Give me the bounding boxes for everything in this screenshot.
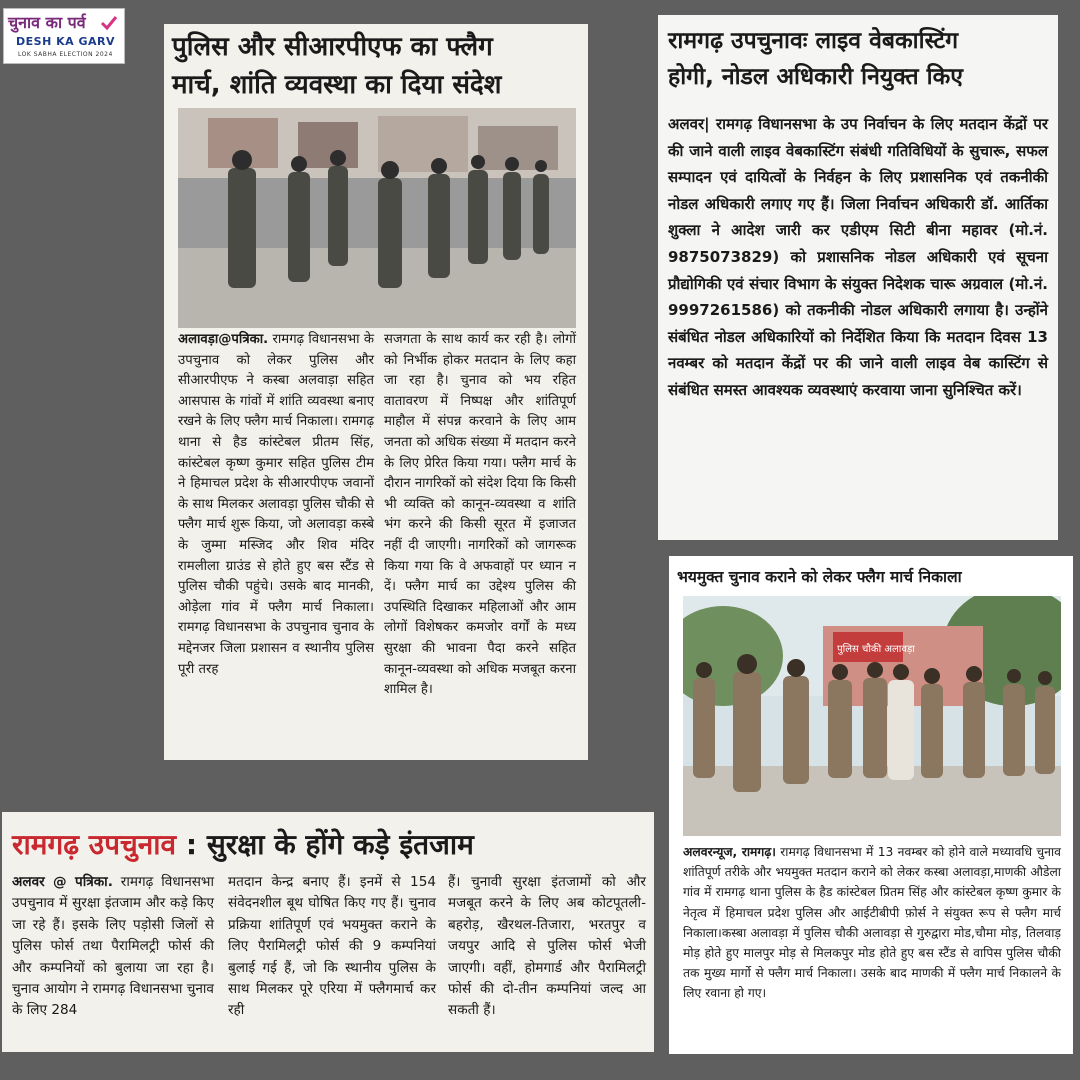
clip2-body-text: रामगढ़ विधानसभा के उप निर्वाचन के लिए मतदान केंद्रों पर की जाने वाली लाइव वेबकास्टिंग संबंधी गतिविधियों के सुचारू, सफल सम्पादन एवं दायित्वों के निर्वहन के लिए प्रशासनिक एवं तकनीकी नोडल अधिकारी लगाए गए हैं। जिला निर्वाचन अधिकारी डॉ. आर्तिका शुक्ला ने आदेश जारी कर एडीएम सिटी बीना महावर (मो.नं. 9875073829) को प्रशासनिक नोडल अधिकारी एवं सूचना प्रौद्योगिकी एवं संचार विभाग के संयुक्त निदेशक चारू अग्रवाल (मो.नं. 9997261586) को तकनीकी नोडल अधिकारी लगाया है। उन्होंने संबंधित नोडल अधिकारियों को निर्देशित किया कि मतदान दिवस 13 नवम्बर को मतदान केंद्रों पर की जाने वाली लाइव वेब कास्टिंग से संबंधित समस्त आवश्यक व्यवस्थाएं करवाया जाना सुनिश्चित करें। bbox=[668, 115, 1048, 399]
clip1-column-2 bbox=[384, 330, 576, 701]
news-clip-fearless-election bbox=[669, 556, 1073, 1054]
news-clip-webcasting bbox=[658, 15, 1058, 540]
clip2-dateline: अलवर| bbox=[668, 115, 710, 133]
vote-tick-icon bbox=[100, 15, 118, 31]
logo-title: चुनाव का पर्व bbox=[8, 13, 86, 32]
clip1-photo-flag-march bbox=[178, 108, 576, 328]
clip1-headline bbox=[172, 28, 582, 104]
election-logo bbox=[3, 8, 125, 64]
clip2-body bbox=[668, 111, 1048, 404]
clip3-body bbox=[683, 842, 1061, 1004]
clip4-dateline: अलवर @ पत्रिका. bbox=[12, 874, 113, 890]
news-clip-security-arrangements bbox=[2, 812, 654, 1052]
clip3-headline: भयमुक्त चुनाव कराने को लेकर फ्लैग मार्च निकाला bbox=[677, 568, 962, 586]
clip4-column-1 bbox=[12, 872, 214, 1022]
logo-brand: DESH KA GARV bbox=[16, 35, 115, 48]
clip2-headline-line1: रामगढ़ उपचुनावः लाइव वेबकास्टिंग bbox=[668, 28, 959, 54]
clip1-dateline: अलावड़ा@पत्रिका. bbox=[178, 332, 269, 347]
clip3-body-text: रामगढ़ विधानसभा में 13 नवम्बर को होने वाले मध्यावधि चुनाव शांतिपूर्ण तरीके और भयमुक्त मतदान कराने को लेकर कस्बा अलावड़ा,माणकी औडेला गांव में रामगढ़ थाना पुलिस के हैड कांस्टेबल प्रितम सिंह और कांस्टेबल कृष्ण कुमार के नेतृत्व में हिमाचल प्रदेश पुलिस और आईटीबीपी फ़ोर्स ने संयुक्त रूप से फ्लैग मार्च निकाला।कस्बा अलावड़ा में पुलिस चौकी अलावड़ा से गुरुद्वारा मोड,चौमा मोड़, तिलवाड़ मोड़ होते हुए मालपुर मोड़ से मिलकपुर मोड होते हुए बस स्टैंड से वापिस पुलिस चौकी तक मुख्य मार्गो से फ्लैग मार्च निकाला। उसके बाद माणकी में फ्लैग मार्च निकालने के लिए रवाना हो गए। bbox=[683, 845, 1061, 1001]
clip1-col2-text: सजगता के साथ कार्य कर रही है। लोगों को निर्भीक होकर मतदान के लिए कहा जा रहा है। चुनाव को भय रहित वातावरण में निष्पक्ष और शांतिपूर्ण माहौल में संपन्न करवाने के लिए आम जनता को अधिक संख्या में मतदान करने के लिए प्रेरित किया गया। फ्लैग मार्च के दौरान नागरिकों को संदेश दिया कि किसी भी व्यक्ति को कानून-व्यवस्था व शांति भंग करने की किसी सूरत में इजाजत नहीं दी जाएगी। नागरिकों को जागरूक किया गया कि वे अफवाहों पर ध्यान न दें। फ्लैग मार्च का उद्देश्य पुलिस की उपस्थिति दिखाकर महिलाओं और आम लोगों विशेषकर कमजोर वर्गों के मध्य सुरक्षा की भावना पैदा करने सहित कानून-व्यवस्था को अधिक मजबूत करना शामिल है। bbox=[384, 332, 576, 698]
clip3-photo-flag-march bbox=[683, 596, 1061, 836]
clip1-headline-line2: मार्च, शांति व्यवस्था का दिया संदेश bbox=[172, 70, 502, 100]
clip4-col1-text: रामगढ़ विधानसभा उपचुनाव में सुरक्षा इंतजाम और कड़े किए जा रहे हैं। इसके लिए पड़ोसी जिलों से पुलिस फोर्स तथा पैरामिलट्री फोर्स की और कम्पनियों को बुलाया जा रहा है। चुनाव आयोग ने रामगढ़ विधानसभा चुनाव के लिए 284 bbox=[12, 874, 215, 1019]
logo-subtitle: LOK SABHA ELECTION 2024 bbox=[18, 51, 113, 58]
clip1-column-1 bbox=[178, 330, 374, 680]
clip1-col1-text: रामगढ़ विधानसभा के उपचुनाव को लेकर पुलिस और सीआरपीएफ ने कस्बा अलवाड़ा सहित आसपास के गांवों में शांति व्यवस्था बनाए रखने के लिए फ्लैग मार्च निकाला। रामगढ़ थाना से हैड कांस्टेबल प्रीतम सिंह, कांस्टेबल कृष्ण कुमार सहित पुलिस टीम ने हिमाचल प्रदेश के सीआरपीएफ जवानों के साथ मिलकर अलावड़ा पुलिस चौकी से फ्लैग मार्च शुरू किया, जो अलावड़ा कस्बे के जुम्मा मस्जिद और शिव मंदिर रामलीला ग्राउंड से होते हुए बस स्टैंड से पुलिस चौकी पहुंचे। उसके बाद मानकी, ओड़ेला गांव में फ्लैग मार्च निकाला। रामगढ़ विधानसभा के उपचुनाव चुनाव के मद्देनजर जिला प्रशासन व स्थानीय पुलिस पूरी तरह bbox=[178, 332, 374, 677]
clip3-dateline: अलवरन्यूज, रामगढ़। bbox=[683, 845, 776, 859]
clip4-headline-red: रामगढ़ उपचुनाव bbox=[12, 828, 177, 861]
clip4-col3-text: हैं। चुनावी सुरक्षा इंतजामों को और मजबूत करने के लिए अब कोटपूतली-बहरोड़, खैरथल-तिजारा, भरतपुर व जयपुर आदि से पुलिस फोर्स भेजी जाएगी। वहीं, होमगार्ड और पैरामिलट्री फोर्स की दो-तीन कम्पनियां जल्द आ सकती हैं। bbox=[448, 874, 646, 1019]
clip2-headline bbox=[668, 23, 1052, 95]
clip4-column-2 bbox=[228, 872, 436, 1022]
clip4-headline bbox=[12, 826, 652, 864]
clip2-headline-line2: होगी, नोडल अधिकारी नियुक्त किए bbox=[668, 64, 963, 90]
clip3-sign-text: पुलिस चौकी अलावड़ा bbox=[837, 644, 915, 655]
clip4-headline-black: : सुरक्षा के होंगे कड़े इंतजाम bbox=[185, 828, 474, 861]
clip4-col2-text: मतदान केन्द्र बनाए हैं। इनमें से 154 संवेदनशील बूथ घोषित किए गए हैं। चुनाव प्रक्रिया शांतिपूर्ण एवं भयमुक्त कराने के लिए पैरामिलट्री फोर्स की 9 कम्पनियां बुलाई गई हैं, जो कि स्थानीय पुलिस के साथ मिलकर पूरे एरिया में फ्लैगमार्च कर रही bbox=[228, 874, 436, 1019]
clip1-headline-line1: पुलिस और सीआरपीएफ का फ्लैग bbox=[172, 32, 493, 62]
clip4-column-3 bbox=[448, 872, 646, 1022]
news-clip-flag-march-crpf bbox=[164, 24, 588, 760]
